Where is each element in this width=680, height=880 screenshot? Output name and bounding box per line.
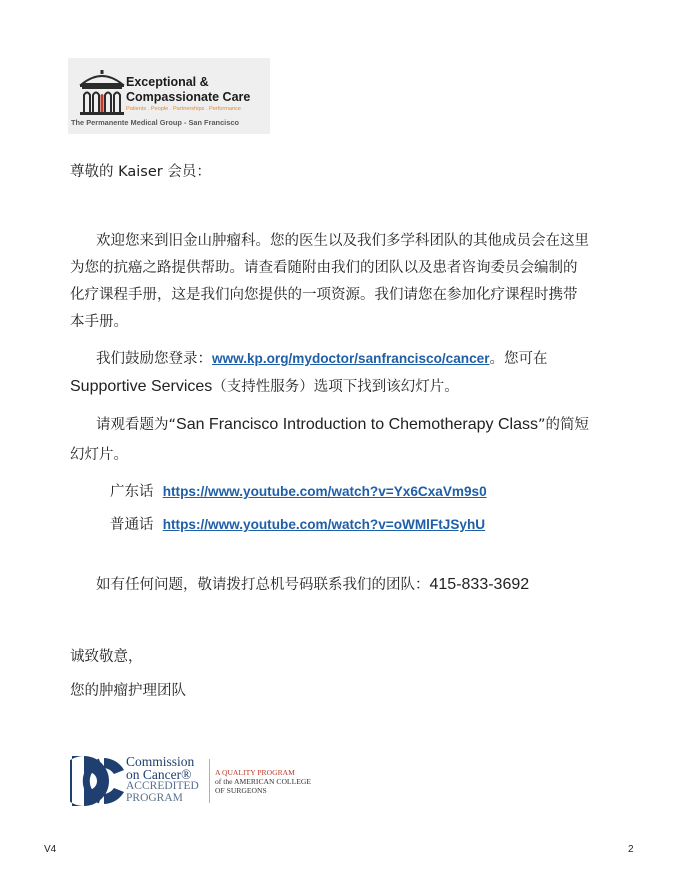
coc-emblem-icon (70, 752, 126, 810)
intro-line: 欢迎您来到旧金山肿瘤科。您的医生以及我们多学科团队的其他成员会在这里 (96, 233, 589, 249)
contact-line (96, 573, 529, 594)
coc-quality-line-3: OF SURGEONS (215, 786, 267, 795)
video-language-label: 普通话 (110, 517, 154, 533)
coc-quality-line-1: A QUALITY PROGRAM (215, 768, 295, 777)
logo-title-line-1: Exceptional & (126, 75, 209, 89)
coc-text (126, 756, 199, 804)
login-text: 我们鼓励您登录： (96, 351, 212, 367)
watch-line-2: 幻灯片。 (70, 447, 128, 463)
intro-line: 化疗课程手册，这是我们向您提供的一项资源。我们请您在参加化疗课程时携带 (70, 287, 578, 303)
intro-line: 本手册。 (70, 314, 128, 330)
intro-paragraph (70, 228, 630, 336)
video-row-cantonese (110, 480, 487, 501)
coc-line-2: on Cancer® (126, 766, 192, 782)
closing: 诚致敬意， (70, 649, 143, 665)
supportive-services-text: Supportive Services (70, 378, 213, 395)
logo-tagline: Patients . People . Partnerships . Performance (126, 106, 242, 112)
coc-line-1: Commission (126, 754, 195, 769)
mydoctor-link[interactable]: www.kp.org/mydoctor/sanfrancisco/cancer (212, 351, 490, 366)
logo-org-name: The Permanente Medical Group - San Francisco (71, 118, 239, 127)
watch-after-text: ”的简短 (537, 417, 589, 433)
header-logo (68, 58, 270, 134)
version-label: V4 (44, 844, 57, 855)
watch-before-text: 请观看题为“ (96, 417, 177, 433)
login-after-text: 。您可在 (489, 351, 548, 367)
contact-text: 如有任何问题，敬请拨打总机号码联系我们的团队： (96, 577, 430, 593)
coc-line-4: PROGRAM (126, 791, 183, 804)
building-dome-icon (76, 66, 128, 116)
login-paragraph (96, 347, 548, 368)
video-title: San Francisco Introduction to Chemotherapy Class (176, 416, 538, 433)
logo-title-line-2: Compassionate Care (126, 89, 251, 104)
video-language-label: 广东话 (110, 484, 154, 500)
supportive-after-text: （支持性服务）选项下找到该幻灯片。 (212, 379, 459, 395)
coc-line-3: ACCREDITED (126, 780, 199, 792)
intro-line: 为您的抗癌之路提供帮助。请查看随附由我们的团队以及患者咨询委员会编制的 (70, 260, 578, 276)
watch-paragraph (96, 413, 589, 434)
commission-on-cancer-logo (70, 752, 311, 810)
logo-title (126, 75, 250, 104)
coc-quality-text (215, 768, 311, 795)
salutation: 尊敬的 Kaiser 会员： (70, 164, 211, 180)
video-link-mandarin[interactable]: https://www.youtube.com/watch?v=oWMlFtJSyhU (162, 517, 486, 532)
page-number: 2 (628, 844, 634, 855)
video-row-mandarin (110, 513, 485, 534)
coc-quality-line-2: of the AMERICAN COLLEGE (215, 777, 311, 786)
signature: 您的肿瘤护理团队 (70, 683, 186, 699)
video-link-cantonese[interactable]: https://www.youtube.com/watch?v=Yx6CxaVm9s0 (162, 484, 487, 499)
supportive-line (70, 375, 459, 396)
phone-number: 415-833-3692 (429, 576, 530, 593)
coc-divider (209, 759, 210, 803)
